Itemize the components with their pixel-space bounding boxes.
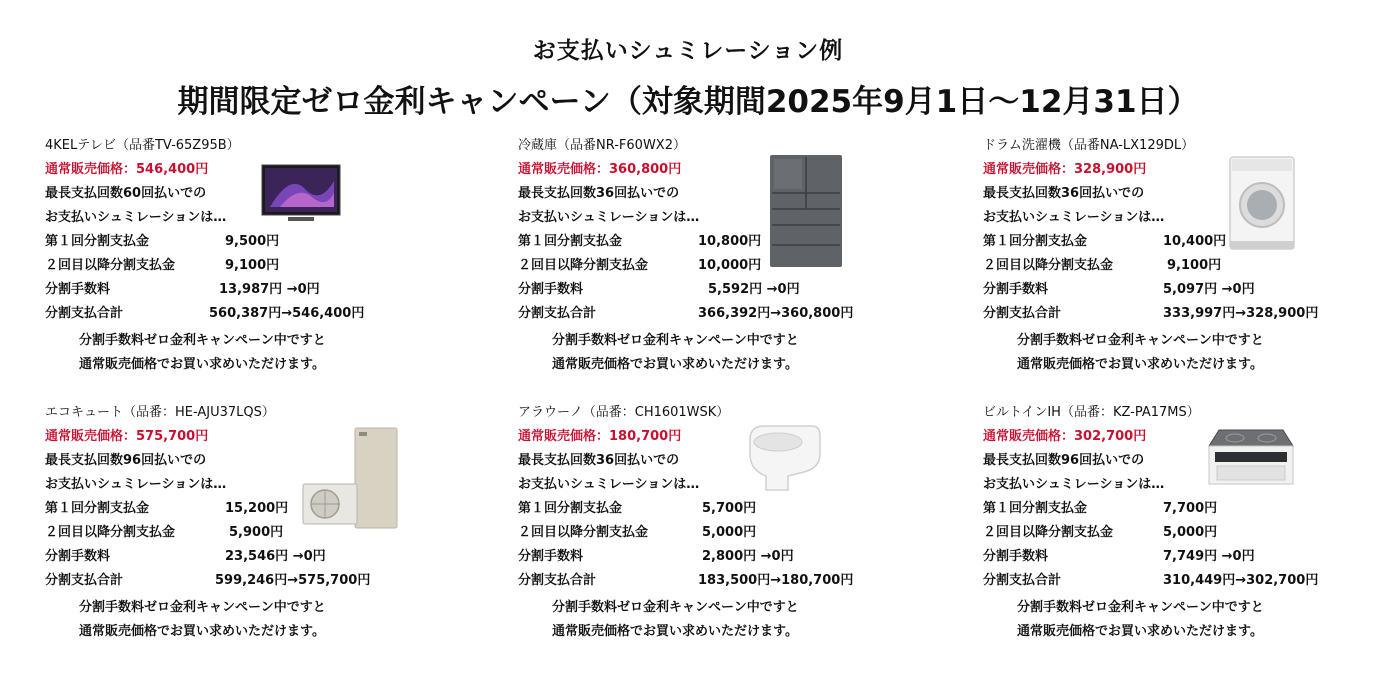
first-payment-row (45, 233, 280, 251)
total-value: 333,997円→328,900円 (1163, 306, 1319, 321)
first-payment-value: 10,400円 (1163, 234, 1227, 249)
campaign-note-2: 通常販売価格でお買い求めいただけます。 (552, 357, 798, 372)
campaign-note-1: 分割手数料ゼロ金利キャンペーン中ですと (79, 600, 326, 615)
total-value: 310,449円→302,700円 (1163, 573, 1319, 588)
first-payment-row (983, 500, 1218, 518)
second-payment-label: ２回目以降分割支払金 (518, 525, 649, 540)
campaign-note-1: 分割手数料ゼロ金利キャンペーン中ですと (552, 333, 799, 348)
fee-label: 分割手数料 (983, 282, 1049, 297)
second-payment-label: ２回目以降分割支払金 (983, 525, 1114, 540)
product-name: 4KELテレビ（品番TV-65Z95B） (45, 138, 240, 153)
page-title: お支払いシュミレーション例 (532, 38, 844, 64)
simulation-label: お支払いシュミレーションは… (518, 210, 700, 225)
total-row (518, 572, 854, 590)
campaign-subtitle: 期間限定ゼロ金利キャンペーン（対象期間2025年9月1日～12月31日） (177, 84, 1199, 120)
product-name: ビルトインIH（品番：KZ-PA17MS） (983, 405, 1200, 420)
total-row (983, 572, 1319, 590)
fee-label: 分割手数料 (983, 549, 1049, 564)
fee-label: 分割手数料 (518, 549, 584, 564)
fee-row (983, 548, 1255, 566)
total-label: 分割支払合計 (45, 306, 124, 321)
campaign-note-2: 通常販売価格でお買い求めいただけます。 (79, 357, 325, 372)
simulation-label: お支払いシュミレーションは… (45, 210, 227, 225)
second-payment-row (518, 257, 762, 275)
total-label: 分割支払合計 (983, 573, 1062, 588)
total-row (45, 572, 371, 590)
total-row (518, 305, 854, 323)
total-label: 分割支払合計 (518, 306, 597, 321)
first-payment-label: 第１回分割支払金 (518, 501, 623, 516)
total-row (45, 305, 365, 323)
simulation-label: お支払いシュミレーションは… (983, 210, 1165, 225)
fee-label: 分割手数料 (45, 549, 111, 564)
water-heater-icon (301, 426, 401, 530)
second-payment-row (983, 524, 1218, 542)
max-installments: 最長支払回数60回払いでの (45, 186, 207, 201)
ih-cooktop-icon (1205, 426, 1297, 488)
fee-value: 23,546円 →0円 (225, 549, 326, 564)
fee-value: 2,800円 →0円 (702, 549, 794, 564)
second-payment-value: 9,100円 (225, 258, 280, 273)
second-payment-label: ２回目以降分割支払金 (45, 258, 176, 273)
campaign-note-1: 分割手数料ゼロ金利キャンペーン中ですと (1017, 333, 1264, 348)
simulation-label: お支払いシュミレーションは… (45, 477, 227, 492)
fee-row (983, 281, 1255, 299)
product-card-refrigerator (518, 137, 918, 387)
fee-value: 5,592円 →0円 (708, 282, 800, 297)
max-installments: 最長支払回数96回払いでの (45, 453, 207, 468)
regular-price: 通常販売価格：180,700円 (518, 429, 682, 444)
fee-label: 分割手数料 (45, 282, 111, 297)
simulation-label: お支払いシュミレーションは… (518, 477, 700, 492)
max-installments: 最長支払回数36回払いでの (518, 186, 680, 201)
toilet-icon (744, 420, 824, 496)
first-payment-value: 7,700円 (1163, 501, 1218, 516)
first-payment-label: 第１回分割支払金 (45, 501, 150, 516)
total-value: 183,500円→180,700円 (698, 573, 854, 588)
simulation-label: お支払いシュミレーションは… (983, 477, 1165, 492)
refrigerator-icon (766, 153, 846, 269)
product-card-toilet (518, 404, 918, 654)
fee-value: 7,749円 →0円 (1163, 549, 1255, 564)
second-payment-value: 10,000円 (698, 258, 762, 273)
product-name: エコキュート（品番：HE-AJU37LQS） (45, 405, 275, 420)
second-payment-row (983, 257, 1222, 275)
total-value: 599,246円→575,700円 (215, 573, 371, 588)
second-payment-value: 5,900円 (229, 525, 284, 540)
max-installments: 最長支払回数96回払いでの (983, 453, 1145, 468)
product-card-washer (983, 137, 1376, 387)
product-name: ドラム洗濯機（品番NA-LX129DL） (983, 138, 1195, 153)
product-name: 冷蔵庫（品番NR-F60WX2） (518, 138, 686, 153)
total-row (983, 305, 1319, 323)
first-payment-label: 第１回分割支払金 (983, 234, 1088, 249)
regular-price: 通常販売価格：302,700円 (983, 429, 1147, 444)
first-payment-value: 5,700円 (702, 501, 757, 516)
first-payment-value: 9,500円 (225, 234, 280, 249)
second-payment-value: 5,000円 (702, 525, 757, 540)
fee-row (45, 281, 320, 299)
campaign-note-1: 分割手数料ゼロ金利キャンペーン中ですと (1017, 600, 1264, 615)
fee-row (518, 281, 800, 299)
total-label: 分割支払合計 (518, 573, 597, 588)
campaign-note-2: 通常販売価格でお買い求めいただけます。 (79, 624, 325, 639)
first-payment-row (518, 500, 757, 518)
campaign-note-1: 分割手数料ゼロ金利キャンペーン中ですと (79, 333, 326, 348)
max-installments: 最長支払回数36回払いでの (518, 453, 680, 468)
first-payment-label: 第１回分割支払金 (45, 234, 150, 249)
second-payment-label: ２回目以降分割支払金 (45, 525, 176, 540)
product-card-water-heater (45, 404, 445, 654)
second-payment-value: 9,100円 (1167, 258, 1222, 273)
second-payment-value: 5,000円 (1163, 525, 1218, 540)
campaign-note-2: 通常販売価格でお買い求めいただけます。 (1017, 357, 1263, 372)
total-label: 分割支払合計 (45, 573, 124, 588)
second-payment-row (518, 524, 757, 542)
first-payment-row (45, 500, 289, 518)
first-payment-label: 第１回分割支払金 (983, 501, 1088, 516)
second-payment-label: ２回目以降分割支払金 (983, 258, 1114, 273)
campaign-note-2: 通常販売価格でお買い求めいただけます。 (1017, 624, 1263, 639)
second-payment-row (45, 524, 284, 542)
fee-label: 分割手数料 (518, 282, 584, 297)
first-payment-row (518, 233, 762, 251)
second-payment-row (45, 257, 280, 275)
second-payment-label: ２回目以降分割支払金 (518, 258, 649, 273)
total-value: 366,392円→360,800円 (698, 306, 854, 321)
product-name: アラウーノ（品番：CH1601WSK） (518, 405, 730, 420)
first-payment-value: 10,800円 (698, 234, 762, 249)
total-value: 560,387円→546,400円 (209, 306, 365, 321)
fee-value: 5,097円 →0円 (1163, 282, 1255, 297)
fee-value: 13,987円 →0円 (219, 282, 320, 297)
max-installments: 最長支払回数36回払いでの (983, 186, 1145, 201)
first-payment-value: 15,200円 (225, 501, 289, 516)
regular-price: 通常販売価格：575,700円 (45, 429, 209, 444)
regular-price: 通常販売価格：328,900円 (983, 162, 1147, 177)
fee-row (45, 548, 326, 566)
regular-price: 通常販売価格：360,800円 (518, 162, 682, 177)
product-card-ih-cooktop (983, 404, 1376, 654)
first-payment-row (983, 233, 1227, 251)
total-label: 分割支払合計 (983, 306, 1062, 321)
regular-price: 通常販売価格：546,400円 (45, 162, 209, 177)
tv-icon (260, 163, 342, 225)
campaign-note-2: 通常販売価格でお買い求めいただけます。 (552, 624, 798, 639)
product-card-tv (45, 137, 445, 387)
first-payment-label: 第１回分割支払金 (518, 234, 623, 249)
campaign-note-1: 分割手数料ゼロ金利キャンペーン中ですと (552, 600, 799, 615)
washing-machine-icon (1228, 155, 1296, 251)
fee-row (518, 548, 794, 566)
